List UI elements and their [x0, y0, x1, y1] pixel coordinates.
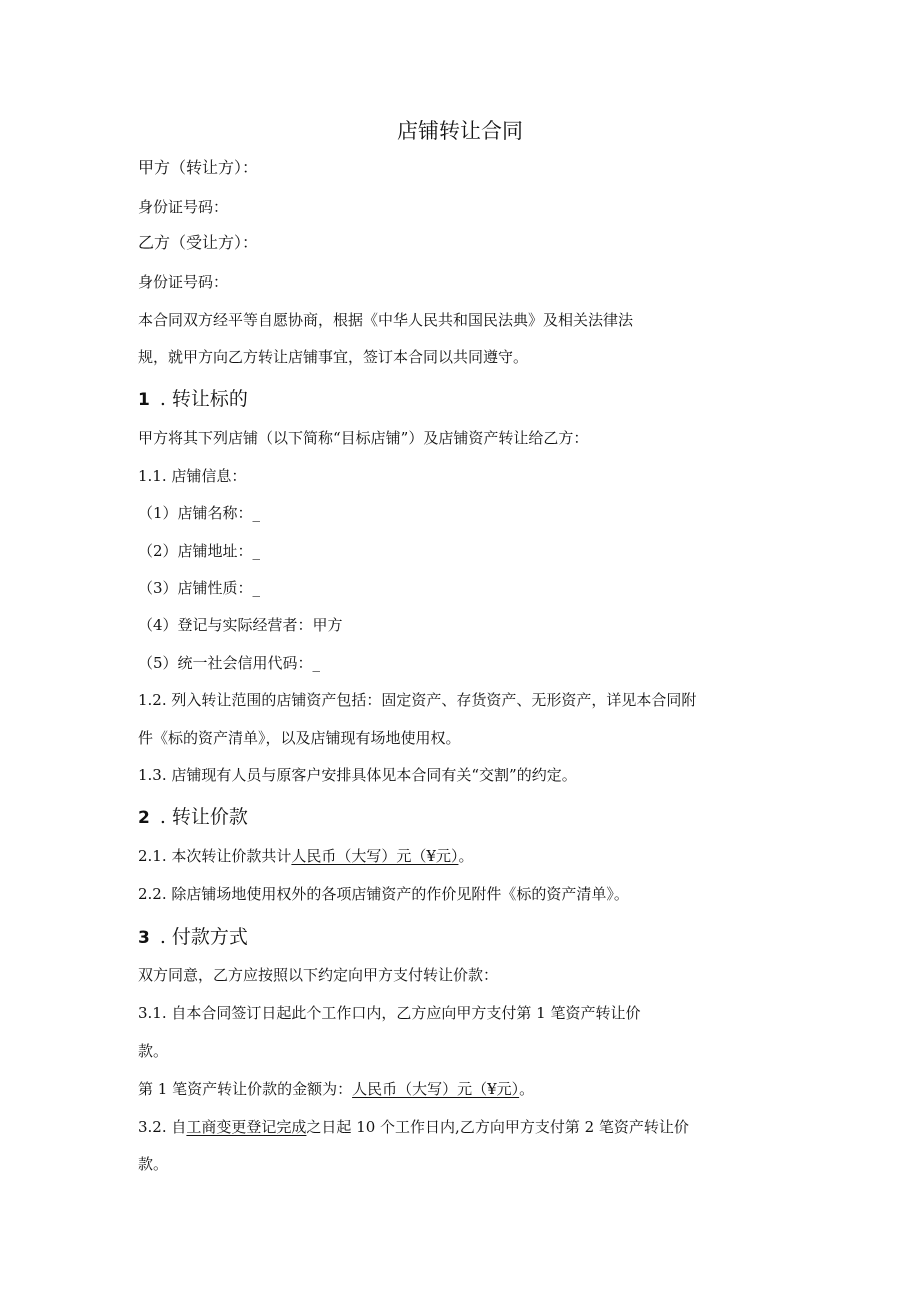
first-payment-amount-line — [138, 1079, 534, 1099]
credit-code-item: （5）统一社会信用代码：_ — [138, 654, 321, 672]
first-payment-prefix: 第 1 笔资产转让价款的金额为： — [138, 1080, 353, 1098]
registration-event: 工商变更登记完成 — [186, 1118, 307, 1136]
section-2-title: . 转让价款 — [159, 806, 248, 828]
preamble-line-2: 规，就甲方向乙方转让店铺事宜，签订本合同以共同遵守。 — [138, 348, 529, 366]
section-1-heading — [138, 387, 248, 412]
first-payment-suffix: 。 — [519, 1080, 535, 1098]
clause-3-2-line-1 — [138, 1117, 689, 1137]
section-3-title: . 付款方式 — [159, 926, 248, 948]
clause-2-1-suffix: 。 — [458, 847, 474, 865]
section-3-heading — [138, 925, 248, 950]
clause-1-3: 1.3. 店铺现有人员与原客户安排具体见本合同有关“交割”的约定。 — [138, 766, 577, 784]
section-1-number: 1 — [138, 390, 150, 410]
party-a-id-label: 身份证号码： — [138, 198, 229, 216]
preamble-line-1: 本合同双方经平等自愿协商，根据《中华人民共和国民法典》及相关法律法 — [138, 311, 634, 329]
document-title: 店铺转让合同 — [397, 119, 523, 143]
store-address-item: （2）店铺地址：_ — [138, 542, 261, 560]
section-3-number: 3 — [138, 928, 150, 948]
section-1-intro: 甲方将其下列店铺（以下简称“目标店铺”）及店铺资产转让给乙方： — [138, 429, 589, 447]
clause-2-1 — [138, 846, 473, 866]
party-b-label: 乙方（受让方）： — [138, 233, 259, 252]
clause-2-2: 2.2. 除店铺场地使用权外的各项店铺资产的作价见附件《标的资产清单》。 — [138, 885, 629, 903]
clause-3-2-suffix: 之日起 10 个工作日内,乙方向甲方支付第 2 笔资产转让价 — [306, 1118, 689, 1136]
clause-1-1: 1.1. 店铺信息： — [138, 467, 247, 485]
section-2-heading — [138, 805, 248, 830]
section-3-intro: 双方同意，乙方应按照以下约定向甲方支付转让价款： — [138, 966, 499, 984]
clause-3-1-line-1: 3.1. 自本合同签订日起此个工作口内，乙方应向甲方支付第 1 笔资产转让价 — [138, 1004, 641, 1022]
price-amount: 人民币（大写）元（¥元） — [291, 847, 459, 865]
section-1-title: . 转让标的 — [159, 388, 248, 410]
clause-3-2-line-2: 款。 — [138, 1155, 169, 1173]
section-2-number: 2 — [138, 808, 150, 828]
operator-item: （4）登记与实际经营者：甲方 — [138, 616, 343, 634]
clause-3-1-line-2: 款。 — [138, 1042, 169, 1060]
store-nature-item: （3）店铺性质：_ — [138, 579, 261, 597]
clause-1-2-line-2: 件《标的资产清单》，以及店铺现有场地使用权。 — [138, 729, 461, 747]
clause-1-2-line-1: 1.2. 列入转让范围的店铺资产包括：固定资产、存货资产、无形资产，详见本合同附 — [138, 691, 697, 709]
party-b-id-label: 身份证号码： — [138, 273, 229, 291]
store-name-item: （1）店铺名称：_ — [138, 504, 261, 522]
first-payment-amount: 人民币（大写）元（¥元） — [352, 1080, 520, 1098]
clause-3-2-prefix: 3.2. 自 — [138, 1118, 187, 1136]
party-a-label: 甲方（转让方）： — [138, 158, 259, 177]
clause-2-1-prefix: 2.1. 本次转让价款共计 — [138, 847, 292, 865]
